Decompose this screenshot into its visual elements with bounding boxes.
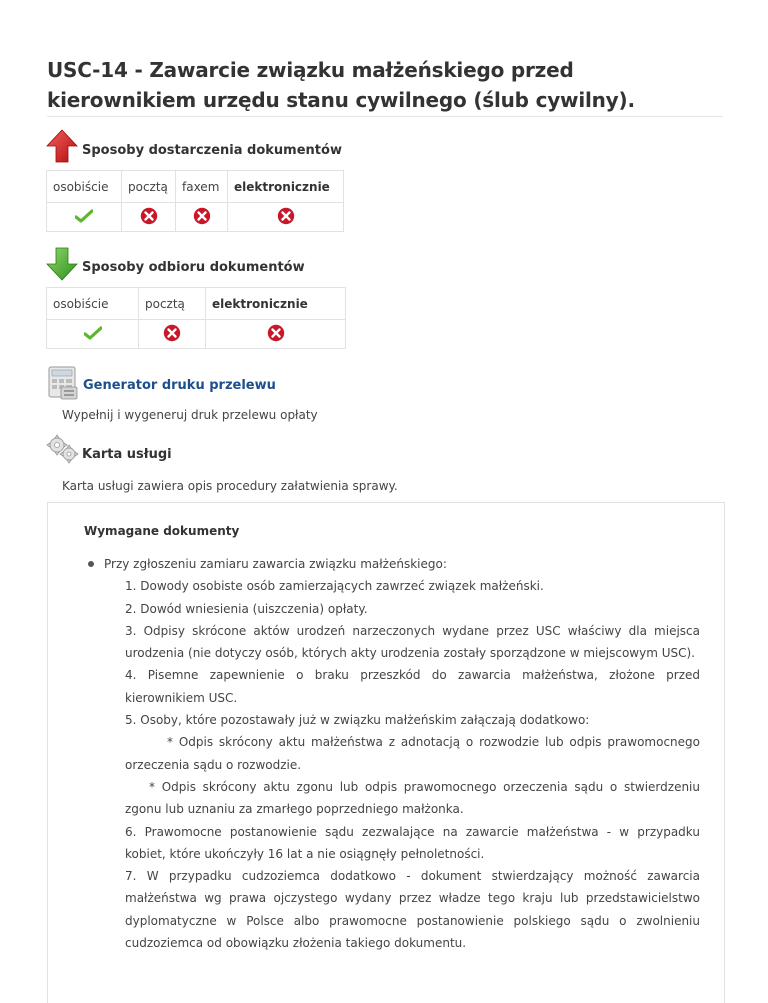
checkmark-icon [84,326,102,340]
requirement-item: 4. Pisemne zapewnienie o braku przeszkód do zawarcia małżeństwa, złożone przed kierownikiem USC. [125,668,700,705]
delivery-post-status [122,203,176,232]
green-down-arrow-icon [46,246,78,282]
gears-icon [46,434,78,470]
requirement-item: 2. Dowód wniesienia (uiszczenia) opłaty. [125,601,368,616]
delivery-col-post: pocztą [122,171,176,203]
requirements-list [86,553,700,954]
pickup-col-electronic: elektronicznie [206,288,346,320]
delivery-col-fax: faxem [176,171,228,203]
service-card-description: Karta usługi zawiera opis procedury załatwienia sprawy. [62,479,398,493]
cross-icon [140,207,158,225]
pickup-col-post: pocztą [139,288,206,320]
cross-icon [277,207,295,225]
requirements-title: Wymagane dokumenty [84,524,240,538]
requirement-subitem: * Odpis skrócony aktu zgonu lub odpis prawomocnego orzeczenia sądu o stwierdzeniu zgonu lub uznaniu za zmarłego poprzedniego małżonka. [125,779,700,817]
delivery-col-electronic: elektronicznie [228,171,344,203]
pickup-post-status [139,320,206,349]
delivery-personal-status [47,203,122,232]
pickup-personal-status [47,320,139,349]
service-card-heading: Karta usługi [82,446,172,462]
cross-icon [267,324,285,342]
cross-icon [193,207,211,225]
requirement-item: 7. W przypadku cudzoziemca dodatkowo - dokument stwierdzający możność zawarcia małżeństwa wg prawa ojczystego wydany przez władze tego kraju lub przedstawicielstwo dyplomatyczne w Polsce albo prawomocne postanowienie polskiego sądu o zwolnieniu cudzoziemca od obowiązku złożenia takiego dokumentu. [125,869,700,951]
delivery-methods-table [46,170,344,232]
requirement-item: 5. Osoby, które pozostawały już w związku małżeńskim załączają dodatkowo: [125,713,590,728]
requirement-item: 3. Odpisy skrócone aktów urodzeń narzeczonych wydane przez USC właściwy dla miejsca urodzenia (nie dotyczy osób, których akty urodzenia zostały sporządzone w miejscowym USC). [125,623,700,661]
service-card-section-header [46,434,172,470]
delivery-electronic-status [228,203,344,232]
checkmark-icon [75,209,93,223]
pickup-electronic-status [206,320,346,349]
requirement-item: 6. Prawomocne postanowienie sądu zezwalające na zawarcie małżeństwa - w przypadku kobiet, które ukończyły 16 lat a nie osiągnęły pełnoletności. [125,824,700,861]
delivery-section-header [46,129,342,165]
generator-link[interactable]: Generator druku przelewu [83,377,276,393]
list-item [86,553,700,954]
requirement-item: 1. Dowody osobiste osób zamierzających zawrzeć związek małżeński. [125,579,544,594]
generator-section-header[interactable] [47,365,276,401]
title-divider [47,116,723,117]
delivery-fax-status [176,203,228,232]
red-up-arrow-icon [46,129,78,165]
delivery-col-personal: osobiście [47,171,122,203]
pickup-heading: Sposoby odbioru dokumentów [82,259,305,275]
pickup-section-header [46,246,305,282]
requirement-subitem: * Odpis skrócony aktu małżeństwa z adnotacją o rozwodzie lub odpis prawomocnego orzeczenia sądu o rozwodzie. [125,735,700,772]
requirements-panel [47,502,725,1003]
requirements-intro: Przy zgłoszeniu zamiaru zawarcia związku małżeńskiego: [104,557,447,571]
page-title: USC-14 - Zawarcie związku małżeńskiego przed kierownikiem urzędu stanu cywilnego (ślub cywilny). [47,58,635,112]
calculator-icon [47,365,79,401]
pickup-methods-table [46,287,346,349]
generator-description: Wypełnij i wygeneruj druk przelewu opłaty [62,408,318,422]
delivery-heading: Sposoby dostarczenia dokumentów [82,142,342,158]
pickup-col-personal: osobiście [47,288,139,320]
cross-icon [163,324,181,342]
